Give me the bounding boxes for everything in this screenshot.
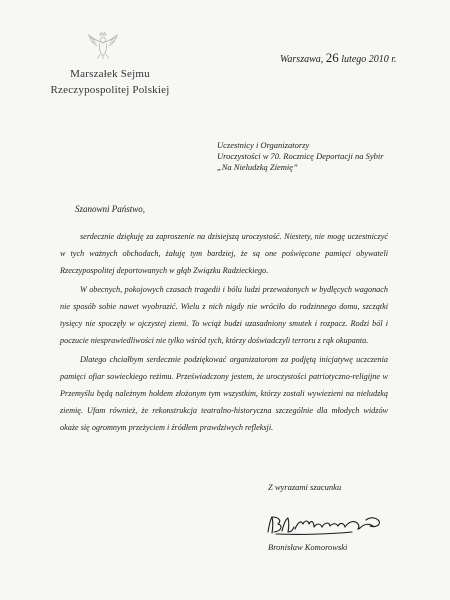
date-month-year: lutego 2010 r.: [341, 54, 397, 65]
date-day: 26: [325, 50, 339, 65]
signer-name: Bronisław Komorowski: [268, 542, 348, 552]
letterhead-subtitle: Rzeczypospolitej Polskiej: [50, 84, 170, 96]
closing-phrase: Z wyrazami szacunku: [268, 482, 342, 492]
recipient-line-1: Uczestnicy i Organizatorzy: [217, 140, 310, 150]
paragraph-3: Dlatego chciałbym serdecznie podziękować organizatorom za podjętą inicjatywę uczczenia pamięci ofiar sowieckiego reżimu. Przeświadczony jestem, że uroczystości patriotyczno-religijne w Przemyślu będą należnym hołdem złożonym tym wszystkim, którzy zostali wywiezieni na nieludzką ziemię. Ufam również, że rekonstrukcja teatralno-historyczna szczególnie dla młodych widzów okaże się ogromnym przeżyciem i źródłem prawdziwych refleksji.: [60, 355, 388, 432]
polish-eagle-icon: [86, 30, 120, 60]
salutation: Szanowni Państwo,: [75, 204, 146, 214]
paragraph-2: W obecnych, pokojowych czasach tragedii i bólu ludzi przewożonych w bydlęcych wagonach nie sposób sobie nawet wyobrazić. Wielu z nich nigdy nie wróciło do rodzinnego domu, szczątki tysięcy nie spoczęły w ojczystej ziemi. To wciąż budzi uzasadniony smutek i rozpacz. Rodzi ból i poczucie niesprawiedliwości nie tylko wśród tych, którzy doświadczyli terroru z rąk okupanta.: [60, 285, 388, 345]
recipient-block: [217, 140, 417, 173]
date-place: Warszawa,: [280, 54, 324, 65]
paragraph-1: serdecznie dziękuję za zaproszenie na dzisiejszą uroczystość. Niestety, nie mogę uczestniczyć w tych ważnych obchodach, żałuję tym bardziej, że są one poświęcone pamięci obywateli Rzeczypospolitej deportowanych w głąb Związku Radzieckiego.: [60, 232, 388, 275]
letter-body: [60, 228, 388, 438]
letterhead: [40, 66, 180, 98]
letterhead-title: Marszałek Sejmu: [70, 68, 150, 80]
recipient-line-3: „Na Nieludzką Ziemię”: [217, 162, 298, 172]
recipient-line-2: Uroczystości w 70. Rocznicę Deportacji na Sybir: [217, 151, 384, 161]
letter-date: [280, 50, 397, 66]
handwritten-signature: [262, 512, 390, 538]
